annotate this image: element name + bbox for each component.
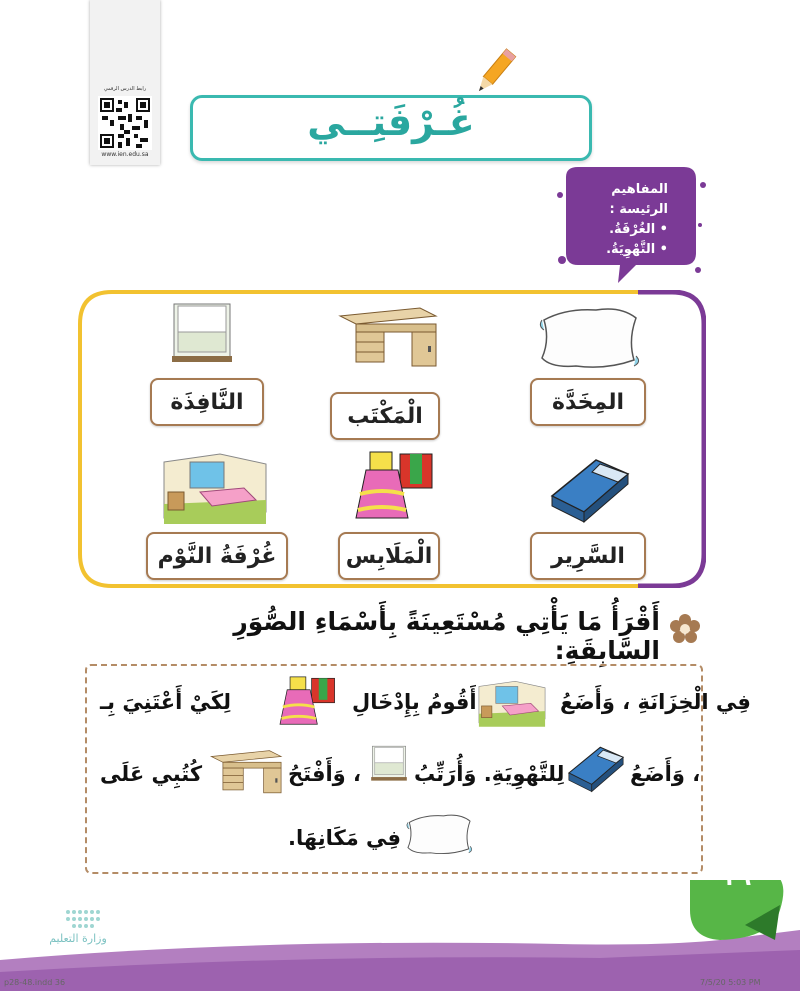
word-card-desk: الْمَكْتَب (330, 392, 440, 440)
lesson-title: غُـرْفَتِــي (307, 100, 475, 144)
bedroom-icon (476, 680, 548, 728)
exercise-text: لِلتَّهْوِيَةِ. وَأُرَتِّبُ (414, 762, 565, 786)
exercise-text: أَقُومُ بِإِدْخَالِ (352, 690, 477, 714)
desk-icon (330, 302, 440, 370)
window-icon (370, 740, 408, 788)
bed-icon (548, 452, 632, 526)
word-card-bed: السَّرِير (530, 532, 646, 580)
exercise-text: ، وَأَضَعُ (630, 762, 701, 786)
pillow-icon (536, 300, 642, 372)
concept-item: • الغُرْفَةُ. (609, 222, 668, 237)
concepts-text (568, 180, 668, 260)
exercise-text: كُتُبِي عَلَى (100, 762, 203, 786)
page-number: ٢٦ (724, 866, 752, 891)
print-date-info: 7/5/20 5:03 PM (700, 978, 761, 987)
bedroom-icon (160, 452, 270, 526)
word-card-clothes: الْمَلَابِس (338, 532, 440, 580)
exercise-text: فِي الْخِزَانَةِ ، وَأَضَعُ (560, 690, 751, 714)
print-file-info: p28-48.indd 36 (4, 978, 66, 987)
qr-panel (90, 0, 160, 165)
qr-code-icon[interactable] (98, 96, 152, 150)
concepts-heading: المفاهيم الرئيسة : (609, 182, 668, 217)
concept-item: • التَّهْوِيَةُ. (606, 242, 668, 257)
exercise-text: فِي مَكَانِهَا. (288, 826, 402, 850)
pillow-icon (404, 806, 474, 860)
desk-icon (204, 746, 284, 796)
window-icon (170, 300, 234, 368)
word-card-window: النَّافِذَة (150, 378, 264, 426)
clothes-icon (352, 448, 438, 526)
ministry-name: وزارة التعليم (49, 932, 107, 945)
exercise-text: ، وَأَفْتَحُ (288, 762, 361, 786)
qr-url[interactable]: www.ien.edu.sa (101, 151, 149, 158)
word-card-pillow: المِخَدَّة (530, 378, 646, 426)
bed-icon (566, 734, 626, 802)
instruction-text: أَقْرَأُ مَا يَأْتِي مُسْتَعِينَةً بِأَسْمَاءِ الصُّوَرِ السَّابِقَةِ: (233, 607, 660, 665)
exercise-text: لِكَيْ أَعْتَنِيَ بِـ (100, 690, 231, 714)
flower-icon (668, 612, 702, 646)
word-card-bedroom: غُرْفَةُ النَّوْم (146, 532, 288, 580)
pencil-icon (470, 45, 520, 100)
qr-caption: رابط الدرس الرقمي (103, 86, 147, 92)
clothes-icon (276, 674, 340, 730)
lesson-title-box (190, 95, 592, 161)
